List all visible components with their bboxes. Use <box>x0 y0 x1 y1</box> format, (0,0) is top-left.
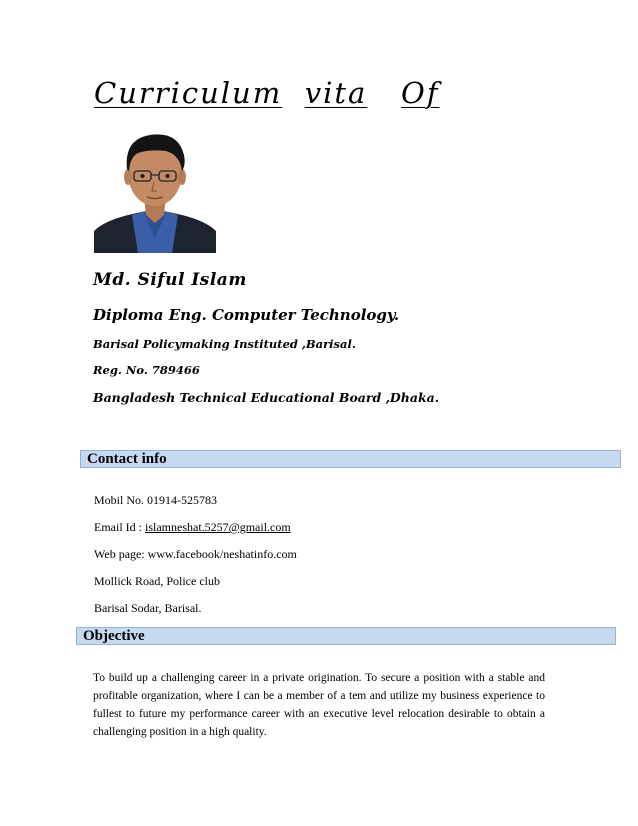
email-link[interactable]: islamneshat.5257@gmail.com <box>145 520 291 534</box>
objective-text: To build up a challenging career in a private origination. To secure a position with a stable and profitable organization, where I can be a member of a tem and utilize my business experience to fullest to future my performance career with an executive level relocation desirable to obtain a challenging position in a high quality. <box>93 672 545 738</box>
address-line-1: Mollick Road, Police club <box>94 574 220 588</box>
registration-number: Reg. No. 789466 <box>93 363 200 377</box>
title-word-of: Of <box>400 76 440 110</box>
contact-info-section-header <box>80 450 621 468</box>
mobile-number: Mobil No. 01914-525783 <box>94 493 217 507</box>
education-board: Bangladesh Technical Educational Board ,Dhaka. <box>93 390 440 405</box>
title-word-vita: vita <box>304 76 368 110</box>
person-portrait-icon <box>94 127 216 253</box>
page-title <box>94 76 439 110</box>
title-word-curriculum: Curriculum <box>94 76 283 110</box>
objective-section-header <box>76 627 616 645</box>
institute: Barisal Policymaking Instituted ,Barisal. <box>93 337 356 351</box>
email-label: Email Id : <box>94 520 145 534</box>
profile-photo <box>94 127 216 253</box>
objective-heading: Objective <box>83 628 145 644</box>
contact-info-heading: Contact info <box>87 451 167 467</box>
webpage: Web page: www.facebook/neshatinfo.com <box>94 547 297 561</box>
degree: Diploma Eng. Computer Technology. <box>93 306 400 324</box>
address-line-2: Barisal Sodar, Barisal. <box>94 601 202 615</box>
email-line <box>94 520 291 535</box>
candidate-name: Md. Siful Islam <box>93 270 247 290</box>
